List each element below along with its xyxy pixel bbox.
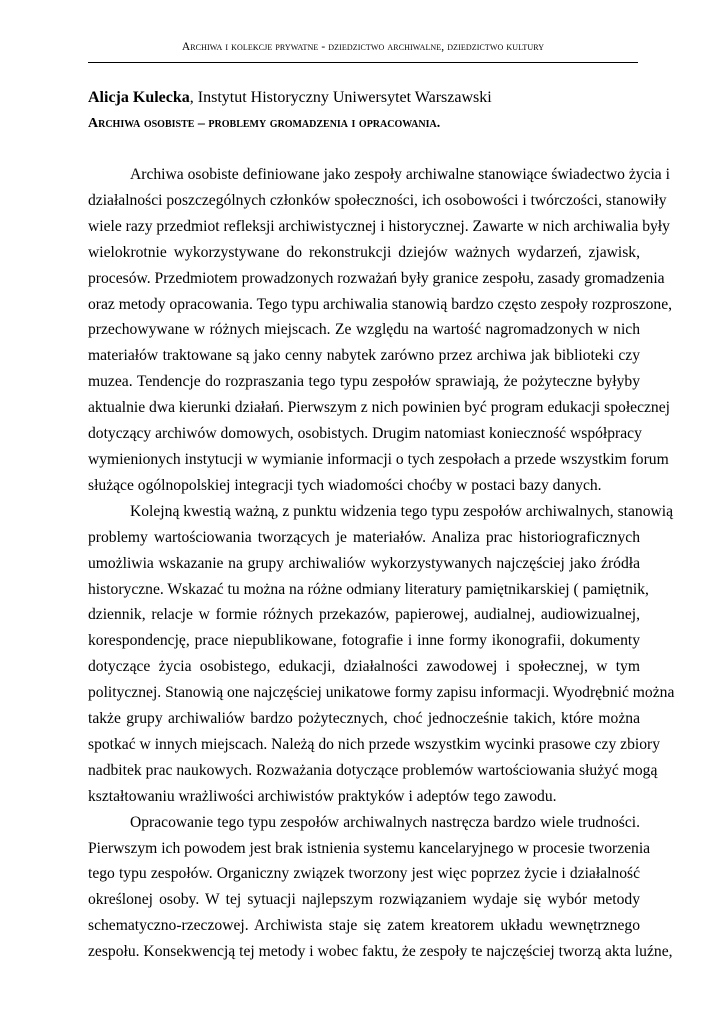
body-line: materiałów traktowane są jako cenny nabytek zarówno przez archiwa jak biblioteki czy bbox=[88, 347, 640, 365]
article-body bbox=[88, 162, 675, 965]
body-line: politycznej. Stanowią one najczęściej unikatowe formy zapisu informacji. Wyodrębnić można bbox=[88, 684, 675, 702]
paragraph-1 bbox=[88, 162, 673, 499]
body-line: także grupy archiwaliów bardzo pożytecznych, choć jednocześnie takich, które można bbox=[88, 710, 640, 728]
body-line: muzea. Tendencje do rozpraszania tego typu zespołów sprawiają, że pożyteczne byłyby bbox=[88, 373, 640, 391]
body-line: wiele razy przedmiot refleksji archiwistycznej i historycznej. Zawarte w nich archiwalia były bbox=[88, 217, 670, 235]
body-line: spotkać w innych miejscach. Należą do nich przede wszystkim wycinki prasowe czy zbiory bbox=[88, 735, 661, 753]
body-line: dotyczące życia osobistego, edukacji, działalności zawodowej i społecznej, w tym bbox=[88, 658, 640, 676]
body-line: działalności poszczególnych członków społeczności, ich osobowości i twórczości, stanowiły bbox=[88, 191, 667, 209]
running-header: Archiwa i kolekcje prywatne - dziedzictwo archiwalne, dziedzictwo kultury bbox=[181, 41, 545, 53]
body-line: historyczne. Wskazać tu można na różne odmiany literatury pamiętnikarskiej ( pamiętnik, bbox=[88, 580, 649, 598]
body-line: oraz metody opracowania. Tego typu archiwalia stanowią bardzo często zespoły rozproszone, bbox=[88, 295, 673, 313]
body-line: dziennik, relacje w formie różnych przekazów, papierowej, audialnej, audiowizualnej, bbox=[88, 606, 640, 624]
body-line: schematyczno-rzeczowej. Archiwista staje się zatem kreatorem układu wewnętrznego bbox=[88, 917, 640, 935]
body-line: procesów. Przedmiotem prowadzonych rozważań były granice zespołu, zasady gromadzenia bbox=[88, 269, 665, 287]
body-line: Kolejną kwestią ważną, z punktu widzenia tego typu zespołów archiwalnych, stanowią bbox=[130, 502, 674, 520]
body-line: zespołu. Konsekwencją tej metody i wobec faktu, że zespoły te najczęściej tworzą akta luźne, bbox=[88, 943, 673, 961]
header-rule bbox=[88, 62, 638, 63]
body-line: wielokrotnie wykorzystywane do rekonstrukcji dziejów ważnych wydarzeń, zjawisk, bbox=[88, 243, 640, 261]
body-line: wymienionych instytucji w wymianie informacji o tych zespołach a przede wszystkim forum bbox=[88, 450, 669, 468]
article-title: Archiwa osobiste – problemy gromadzenia i opracowania. bbox=[88, 116, 441, 131]
paragraph-2 bbox=[88, 499, 675, 810]
body-line: określonej osoby. W tej sytuacji najlepszym rozwiązaniem wydaje się wybór metody bbox=[88, 891, 640, 909]
author-affiliation: , Instytut Historyczny Uniwersytet Warszawski bbox=[189, 89, 492, 106]
author-name: Alicja Kulecka bbox=[88, 89, 190, 106]
body-line: aktualnie dwa kierunki działań. Pierwszym z nich powinien być program edukacji społecznej bbox=[88, 399, 670, 417]
body-line: umożliwia wskazanie na grupy archiwaliów wykorzystywanych najczęściej jako źródła bbox=[88, 554, 640, 572]
body-line: kształtowaniu wrażliwości archiwistów praktyków i adeptów tego zawodu. bbox=[88, 787, 557, 805]
body-line: Opracowanie tego typu zespołów archiwalnych nastręcza bardzo wiele trudności. bbox=[130, 813, 640, 831]
body-line: Pierwszym ich powodem jest brak istnienia systemu kancelaryjnego w procesie tworzenia bbox=[88, 839, 651, 857]
body-line: dotyczący archiwów domowych, osobistych. Drugim natomiast konieczność współpracy bbox=[88, 425, 642, 443]
body-line: problemy wartościowania tworzących je materiałów. Analiza prac historiograficznych bbox=[88, 528, 640, 546]
author-line bbox=[88, 89, 492, 107]
body-line: przechowywane w różnych miejscach. Ze względu na wartość nagromadzonych w nich bbox=[88, 321, 640, 339]
body-line: nadbitek prac naukowych. Rozważania dotyczące problemów wartościowania służyć mogą bbox=[88, 761, 658, 779]
body-line: służące ogólnopolskiej integracji tych wiadomości choćby w postaci bazy danych. bbox=[88, 476, 602, 494]
paragraph-3 bbox=[88, 810, 673, 965]
body-line: Archiwa osobiste definiowane jako zespoły archiwalne stanowiące świadectwo życia i bbox=[130, 166, 670, 183]
body-line: korespondencję, prace niepublikowane, fotografie i inne formy ikonografii, dokumenty bbox=[88, 632, 640, 650]
body-line: tego typu zespołów. Organiczny związek tworzony jest więc poprzez życie i działalność bbox=[88, 865, 640, 883]
